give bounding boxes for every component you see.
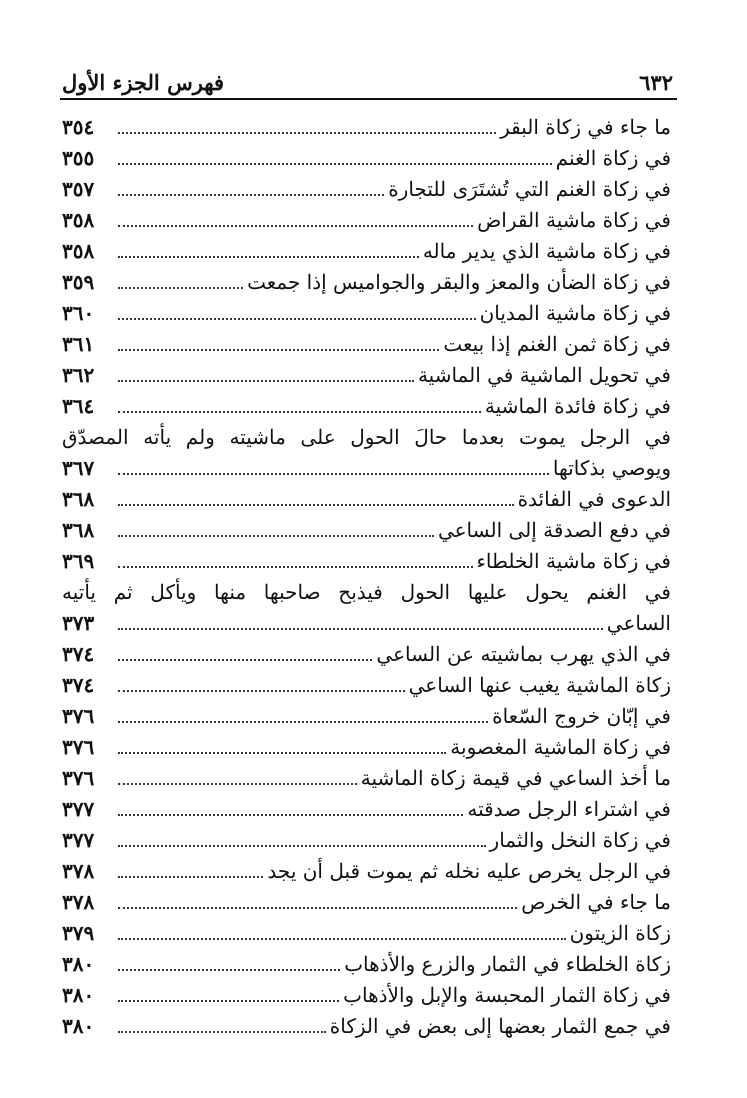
dot-leader [118,411,481,413]
dot-leader [118,845,486,847]
toc-entry-page: ٣٦١ [62,332,95,356]
toc-entry [62,267,671,298]
toc-entry-title: في زكاة الماشية المغصوبة [450,735,671,759]
toc-entry [62,949,671,980]
toc-entry-title: في الرجل يخرص عليه نخله ثم يموت قبل أن يجد [267,859,671,883]
toc-entry-title: في زكاة ماشية الذي يدير ماله [422,239,671,263]
toc-entry-page: ٣٧٧ [62,828,95,852]
toc-entry-title: ويوصي بذكاتها [552,456,671,480]
toc-entry-title-first-line: في الرجل يموت بعدما حالَ الحول على ماشيته ولم يأته المصدّق [62,425,671,449]
toc-entry [62,887,671,918]
toc-entry-page: ٣٧٦ [62,735,95,759]
toc-entry-title-first-line: في الغنم يحول عليها الحول فيذبح صاحبها منها ويأكل ثم يأتيه [62,580,671,604]
dot-leader [118,628,603,630]
toc-entry-page: ٣٥٥ [62,146,95,170]
toc-entry [62,732,671,763]
dot-leader [118,752,446,754]
toc-entry [62,143,671,174]
toc-entry-page: ٣٨٠ [62,952,95,976]
toc-entry-title: الساعي [606,611,671,635]
toc-entry-title: في جمع الثمار بعضها إلى بعض في الزكاة [329,1014,671,1038]
toc-entry-page: ٣٦٨ [62,487,95,511]
dot-leader [118,659,372,661]
dot-leader [118,566,473,568]
dot-leader [118,287,243,289]
toc-entry [62,391,671,422]
toc-entry-title: في زكاة ماشية المديان [479,301,671,325]
toc-entry-title: في زكاة ماشية القراض [477,208,671,232]
toc-entry-title: زكاة الخلطاء في الثمار والزرع والأذهاب [344,952,671,976]
toc-entry [62,112,671,143]
toc-entry [62,980,671,1011]
toc-entry [62,670,671,701]
dot-leader [118,938,566,940]
toc-entry-page: ٣٧٩ [62,921,95,945]
toc-entry [62,639,671,670]
dot-leader [118,194,384,196]
toc-entry [62,701,671,732]
toc-entry-page: ٣٥٩ [62,270,95,294]
toc-entry-title: ما جاء في زكاة البقر [500,115,671,139]
toc-entry [62,205,671,236]
dot-leader [118,690,405,692]
toc-entry [62,794,671,825]
toc-entry-title: في دفع الصدقة إلى الساعي [437,518,671,542]
page-number: ٦٣٢ [639,70,673,95]
toc-entry [62,825,671,856]
dot-leader [118,256,419,258]
toc-entry-title: في إبّان خروج السّعاة [492,704,671,728]
dot-leader [118,380,414,382]
toc-entry-page: ٣٦٠ [62,301,95,325]
dot-leader [118,1031,326,1033]
toc-entry [62,453,671,484]
dot-leader [118,783,357,785]
toc-entry-page: ٣٥٨ [62,239,95,263]
toc-entry [62,236,671,267]
toc-entry-page: ٣٦٧ [62,456,95,480]
toc-entry-page: ٣٦٤ [62,394,95,418]
toc-entry-page: ٣٨٠ [62,983,95,1007]
toc-entry-title: في زكاة ثمن الغنم إذا بيعت [443,332,671,356]
dot-leader [118,814,463,816]
toc-entry-title: ما أخذ الساعي في قيمة زكاة الماشية [360,766,671,790]
toc-entry-title: في اشتراء الرجل صدقته [467,797,671,821]
toc-entry [62,329,671,360]
toc-entry-title: في زكاة ماشية الخلطاء [476,549,671,573]
toc-entry-title: زكاة الزيتون [569,921,671,945]
toc-entry-title: في تحويل الماشية في الماشية [417,363,671,387]
dot-leader [118,1000,339,1002]
dot-leader [118,721,488,723]
toc-entry-title: ما جاء في الخرص [521,890,671,914]
toc-entry [62,484,671,515]
toc-entry-page: ٣٧٨ [62,859,95,883]
toc-entry-title: في زكاة النخل والثمار [489,828,671,852]
toc-entry-page: ٣٧٣ [62,611,95,635]
toc-entry-title: في زكاة الغنم التي تُشتَرَى للتجارة [388,177,671,201]
toc-entry-page: ٣٧٨ [62,890,95,914]
dot-leader [118,907,517,909]
toc-entry-page: ٣٧٧ [62,797,95,821]
toc-entry-title: في زكاة الثمار المحبسة والإبل والأذهاب [343,983,671,1007]
toc-entry-page: ٣٧٤ [62,642,95,666]
running-header [62,62,673,96]
toc-entry-page: ٣٦٩ [62,549,95,573]
dot-leader [118,225,473,227]
toc-entry [62,856,671,887]
toc-entry-page: ٣٨٠ [62,1014,95,1038]
toc-entry [62,515,671,546]
toc-entry [62,546,671,577]
dot-leader [118,535,434,537]
toc-entry-page: ٣٧٤ [62,673,95,697]
dot-leader [118,504,514,506]
running-title: فهرس الجزء الأول [62,70,225,95]
toc-entry [62,298,671,329]
header-rule [60,98,677,100]
toc-entry-title: في زكاة الغنم [555,146,671,170]
toc-entry-page: ٣٥٤ [62,115,95,139]
toc-entry-page: ٣٧٦ [62,704,95,728]
toc-entry [62,174,671,205]
toc-entry-page: ٣٦٨ [62,518,95,542]
dot-leader [118,473,549,475]
dot-leader [118,163,552,165]
toc-entry [62,1011,671,1042]
dot-leader [118,318,476,320]
toc-entry-page: ٣٧٦ [62,766,95,790]
dot-leader [118,349,439,351]
toc-entry-title: زكاة الماشية يغيب عنها الساعي [408,673,671,697]
toc-entry [62,918,671,949]
toc-entry-title: الدعوى في الفائدة [517,487,671,511]
dot-leader [118,969,340,971]
toc-entry [62,608,671,639]
toc-entry-title: في زكاة فائدة الماشية [484,394,671,418]
dot-leader [118,132,496,134]
toc-entry-title: في زكاة الضأن والمعز والبقر والجواميس إذا جمعت [247,270,671,294]
dot-leader [118,876,263,878]
toc-entry [62,763,671,794]
toc-entry-page: ٣٦٢ [62,363,95,387]
toc-entry-page: ٣٥٨ [62,208,95,232]
table-of-contents [62,112,671,1042]
toc-entry-title: في الذي يهرب بماشيته عن الساعي [376,642,671,666]
toc-entry [62,360,671,391]
toc-entry-page: ٣٥٧ [62,177,95,201]
